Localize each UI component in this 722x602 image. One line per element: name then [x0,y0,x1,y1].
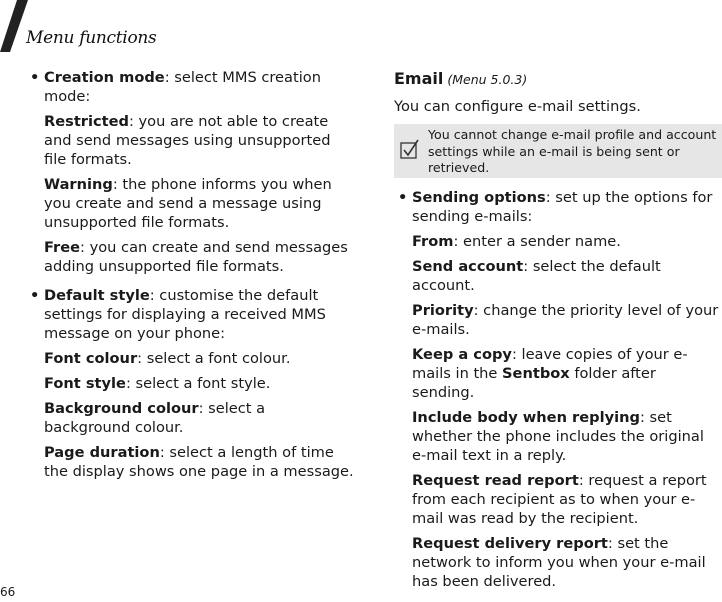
term: Send account [412,258,524,275]
bullet-dot: • [30,69,40,86]
term: Warning [44,176,113,193]
sub-item [26,349,356,368]
term: From [412,233,454,250]
sub-item [394,471,722,528]
term: Request delivery report [412,535,608,552]
term: Sending options [412,189,546,206]
desc: folder after sending. [412,365,656,401]
section-title: Email [394,69,444,88]
sub-item [394,257,722,295]
term: Sentbox [502,365,570,382]
desc: : leave copies of your e-mails in the [412,346,688,382]
bullet-dot: • [398,189,408,206]
bullet-creation-mode [26,68,356,106]
desc: : set up the options for sending e-mails: [412,189,713,225]
term: Priority [412,302,474,319]
sub-item [394,232,722,251]
term: Include body when replying [412,409,640,426]
term: Keep a copy [412,346,512,363]
desc: : select a font style. [125,375,271,392]
bullet-dot: • [30,287,40,304]
desc: : select a font colour. [137,350,291,367]
note-check-icon [400,138,420,160]
note-text: You cannot change e-mail profile and account settings while an e-mail is being sent or retrieved. [428,127,717,175]
section-heading [394,69,722,89]
desc: : set the network to inform you when your e-mail has been delivered. [412,535,706,590]
desc: : you can create and send messages adding unsupported file formats. [44,239,348,275]
sub-item [394,408,722,465]
term: Free [44,239,81,256]
term: Restricted [44,113,129,130]
sub-item [394,345,722,402]
term: Background colour [44,400,199,417]
bullet-default-style [26,286,356,343]
term: Font style [44,375,126,392]
desc: : customise the default settings for displaying a received MMS message on your phone: [44,287,326,342]
page-header-title: Menu functions [26,28,157,48]
desc: : set whether the phone includes the original e-mail text in a reply. [412,409,704,464]
page-number: 66 [0,585,16,599]
desc: : the phone informs you when you create and send a message using unsupported file formats. [44,176,332,231]
desc: : enter a sender name. [453,233,621,250]
desc: : change the priority level of your e-mails. [412,302,719,338]
desc: : select a length of time the display shows one page in a message. [44,444,354,480]
section-intro: You can configure e-mail settings. [394,98,641,115]
term: Font colour [44,350,138,367]
sub-item [394,301,722,339]
sub-item [26,399,356,437]
sub-item [26,112,356,169]
term: Default style [44,287,150,304]
term: Page duration [44,444,160,461]
sub-item [26,175,356,232]
desc: : you are not able to create and send messages using unsupported file formats. [44,113,331,168]
sub-item [26,238,356,276]
sub-item [26,443,356,481]
bullet-sending-options [394,188,722,226]
note-box [394,124,722,178]
sub-item [26,374,356,393]
desc: : select MMS creation mode: [44,69,321,105]
term: Request read report [412,472,579,489]
left-column [26,68,356,487]
term: Creation mode [44,69,165,86]
right-column [394,68,722,597]
desc: : select a background colour. [44,400,266,436]
desc: : select the default account. [412,258,661,294]
menu-number: (Menu 5.0.3) [447,72,528,87]
desc: : request a report from each recipient as to when your e-mail was read by the recipient. [412,472,707,527]
sub-item [394,534,722,591]
